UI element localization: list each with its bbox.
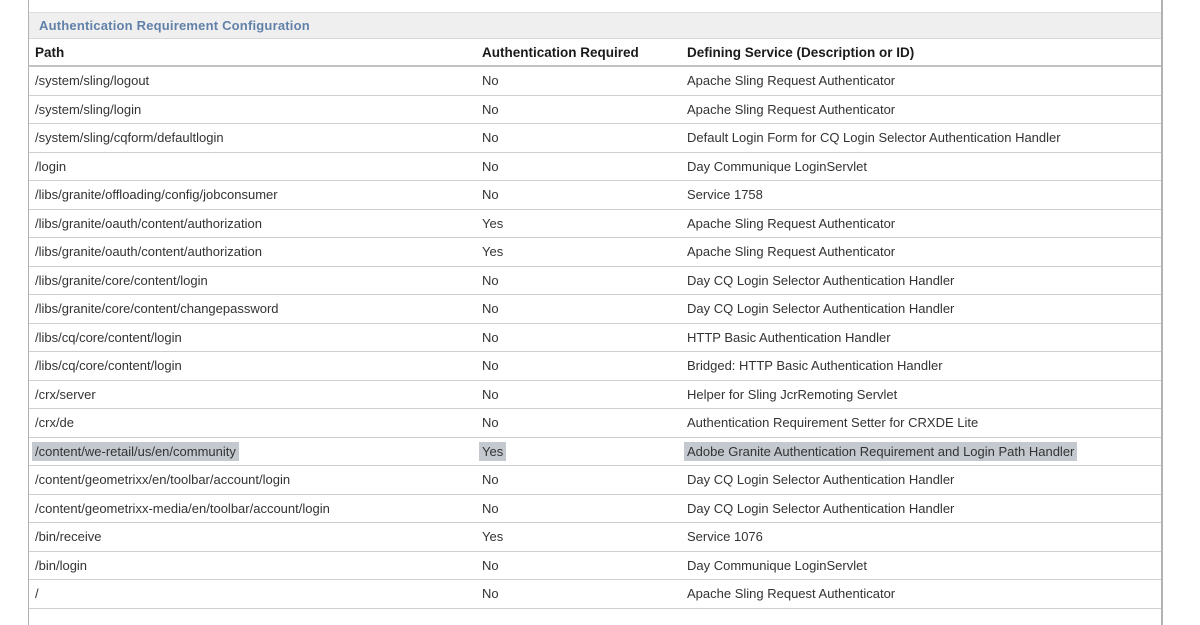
path-cell	[29, 323, 476, 352]
path-cell-text: /libs/granite/oauth/content/authorization	[35, 215, 262, 231]
path-cell	[29, 181, 476, 210]
service-cell	[681, 266, 1161, 295]
path-cell	[29, 295, 476, 324]
path-cell-text: /bin/login	[35, 557, 88, 573]
column-header-auth-required: Authentication Required	[476, 39, 681, 66]
auth-required-cell-text: No	[482, 329, 499, 345]
path-cell-text: /content/geometrixx/en/toolbar/account/login	[35, 472, 291, 487]
auth-required-cell	[476, 209, 681, 238]
table-row	[29, 181, 1161, 210]
service-cell	[681, 409, 1161, 438]
auth-required-cell	[476, 66, 681, 95]
service-cell-text: Day CQ Login Selector Authentication Handler	[687, 301, 955, 316]
path-cell	[29, 437, 476, 466]
table-row	[29, 466, 1161, 495]
auth-required-cell-text: No	[482, 415, 499, 430]
table-row	[29, 380, 1161, 409]
service-cell-text: Default Login Form for CQ Login Selector Authentication Handler	[687, 130, 1061, 145]
service-cell	[681, 323, 1161, 352]
path-cell	[29, 266, 476, 295]
path-cell-text: /	[35, 586, 39, 601]
path-cell-text: /system/sling/login	[35, 101, 142, 117]
service-cell-text: Adobe Granite Authentication Requirement and Login Path Handler	[684, 442, 1077, 461]
path-cell	[29, 238, 476, 267]
auth-required-cell-text: No	[482, 158, 499, 174]
table-row	[29, 437, 1161, 466]
path-cell-text: /crx/de	[35, 415, 75, 430]
path-cell-text: /libs/granite/core/content/login	[35, 272, 208, 288]
auth-required-cell	[476, 152, 681, 181]
service-cell-text: Apache Sling Request Authenticator	[687, 215, 896, 231]
auth-required-cell-text: No	[482, 358, 499, 373]
path-cell-text: /libs/granite/offloading/config/jobconsumer	[35, 187, 278, 202]
path-cell-text: /system/sling/cqform/defaultlogin	[35, 130, 224, 145]
column-header-path: Path	[29, 39, 476, 66]
table-row	[29, 580, 1161, 609]
service-cell-text: Helper for Sling JcrRemoting Servlet	[687, 386, 898, 402]
service-cell-text: Day Communique LoginServlet	[687, 557, 867, 573]
auth-required-cell	[476, 295, 681, 324]
service-cell-text: Apache Sling Request Authenticator	[687, 586, 896, 601]
table-row	[29, 551, 1161, 580]
table-row	[29, 352, 1161, 381]
path-cell	[29, 551, 476, 580]
table-row	[29, 152, 1161, 181]
service-cell	[681, 494, 1161, 523]
service-cell	[681, 152, 1161, 181]
auth-required-cell	[476, 266, 681, 295]
auth-required-cell-text: No	[482, 272, 499, 288]
auth-required-cell	[476, 380, 681, 409]
auth-requirement-table	[29, 39, 1161, 609]
auth-required-cell	[476, 124, 681, 153]
path-cell-text: /login	[35, 158, 67, 174]
auth-required-cell	[476, 466, 681, 495]
service-cell	[681, 124, 1161, 153]
auth-required-cell-text: Yes	[479, 442, 506, 461]
web-console-panel	[28, 0, 1163, 625]
auth-required-cell-text: Yes	[482, 529, 504, 544]
path-cell	[29, 152, 476, 181]
path-cell	[29, 466, 476, 495]
path-cell	[29, 409, 476, 438]
service-cell-text: Apache Sling Request Authenticator	[687, 244, 896, 259]
service-cell	[681, 580, 1161, 609]
service-cell	[681, 95, 1161, 124]
service-cell-text: Day CQ Login Selector Authentication Handler	[687, 272, 955, 288]
table-row	[29, 66, 1161, 95]
path-cell-text: /libs/granite/core/content/changepassword	[35, 301, 279, 316]
auth-required-cell	[476, 494, 681, 523]
path-cell	[29, 523, 476, 552]
service-cell-text: Apache Sling Request Authenticator	[687, 101, 896, 117]
auth-required-cell	[476, 323, 681, 352]
path-cell-text: /libs/granite/oauth/content/authorization	[35, 244, 262, 259]
service-cell	[681, 466, 1161, 495]
service-cell	[681, 551, 1161, 580]
table-header-row	[29, 39, 1161, 66]
auth-required-cell-text: Yes	[482, 244, 504, 259]
auth-required-cell-text: No	[482, 557, 499, 573]
table-row	[29, 494, 1161, 523]
service-cell	[681, 295, 1161, 324]
path-cell-text: /system/sling/logout	[35, 73, 150, 88]
path-cell	[29, 580, 476, 609]
service-cell-text: Day CQ Login Selector Authentication Handler	[687, 472, 955, 487]
auth-required-cell	[476, 437, 681, 466]
auth-required-cell	[476, 551, 681, 580]
auth-required-cell-text: No	[482, 500, 499, 516]
table-row	[29, 95, 1161, 124]
table-row	[29, 323, 1161, 352]
auth-required-cell-text: No	[482, 73, 499, 88]
auth-required-cell-text: No	[482, 472, 499, 487]
path-cell	[29, 209, 476, 238]
path-cell-text: /libs/cq/core/content/login	[35, 358, 182, 373]
section-title-bar	[29, 12, 1161, 39]
service-cell	[681, 380, 1161, 409]
path-cell-text: /crx/server	[35, 386, 96, 402]
service-cell	[681, 181, 1161, 210]
service-cell	[681, 209, 1161, 238]
auth-required-cell-text: No	[482, 187, 499, 202]
auth-required-cell-text: No	[482, 130, 499, 145]
section-title: Authentication Requirement Configuration	[39, 18, 310, 33]
table-row	[29, 238, 1161, 267]
table-row	[29, 523, 1161, 552]
auth-table-body	[29, 66, 1161, 608]
auth-required-cell-text: No	[482, 301, 499, 316]
service-cell-text: HTTP Basic Authentication Handler	[687, 329, 891, 345]
top-spacer	[29, 0, 1161, 12]
column-header-defining-service: Defining Service (Description or ID)	[681, 39, 1161, 66]
auth-required-cell-text: Yes	[482, 215, 504, 231]
path-cell-text: /content/geometrixx-media/en/toolbar/account/login	[35, 500, 330, 516]
service-cell	[681, 523, 1161, 552]
table-row	[29, 124, 1161, 153]
service-cell-text: Authentication Requirement Setter for CRXDE Lite	[687, 415, 979, 430]
path-cell	[29, 380, 476, 409]
path-cell-text: /libs/cq/core/content/login	[35, 329, 182, 345]
service-cell-text: Day CQ Login Selector Authentication Handler	[687, 500, 955, 516]
auth-required-cell	[476, 95, 681, 124]
path-cell	[29, 66, 476, 95]
auth-required-cell-text: No	[482, 101, 499, 117]
auth-required-cell-text: No	[482, 386, 499, 402]
auth-required-cell	[476, 580, 681, 609]
service-cell-text: Bridged: HTTP Basic Authentication Handler	[687, 358, 943, 373]
path-cell	[29, 95, 476, 124]
service-cell	[681, 238, 1161, 267]
auth-required-cell	[476, 523, 681, 552]
path-cell-text: /content/we-retail/us/en/community	[32, 442, 239, 461]
auth-required-cell	[476, 409, 681, 438]
auth-required-cell	[476, 181, 681, 210]
auth-required-cell	[476, 352, 681, 381]
service-cell-text: Day Communique LoginServlet	[687, 158, 867, 174]
path-cell	[29, 494, 476, 523]
service-cell	[681, 437, 1161, 466]
path-cell	[29, 352, 476, 381]
path-cell	[29, 124, 476, 153]
table-row	[29, 266, 1161, 295]
path-cell-text: /bin/receive	[35, 529, 102, 544]
service-cell	[681, 66, 1161, 95]
auth-required-cell	[476, 238, 681, 267]
service-cell	[681, 352, 1161, 381]
table-row	[29, 295, 1161, 324]
table-row	[29, 409, 1161, 438]
auth-required-cell-text: No	[482, 586, 499, 601]
table-row	[29, 209, 1161, 238]
service-cell-text: Apache Sling Request Authenticator	[687, 73, 896, 88]
service-cell-text: Service 1758	[687, 187, 763, 202]
service-cell-text: Service 1076	[687, 529, 763, 544]
